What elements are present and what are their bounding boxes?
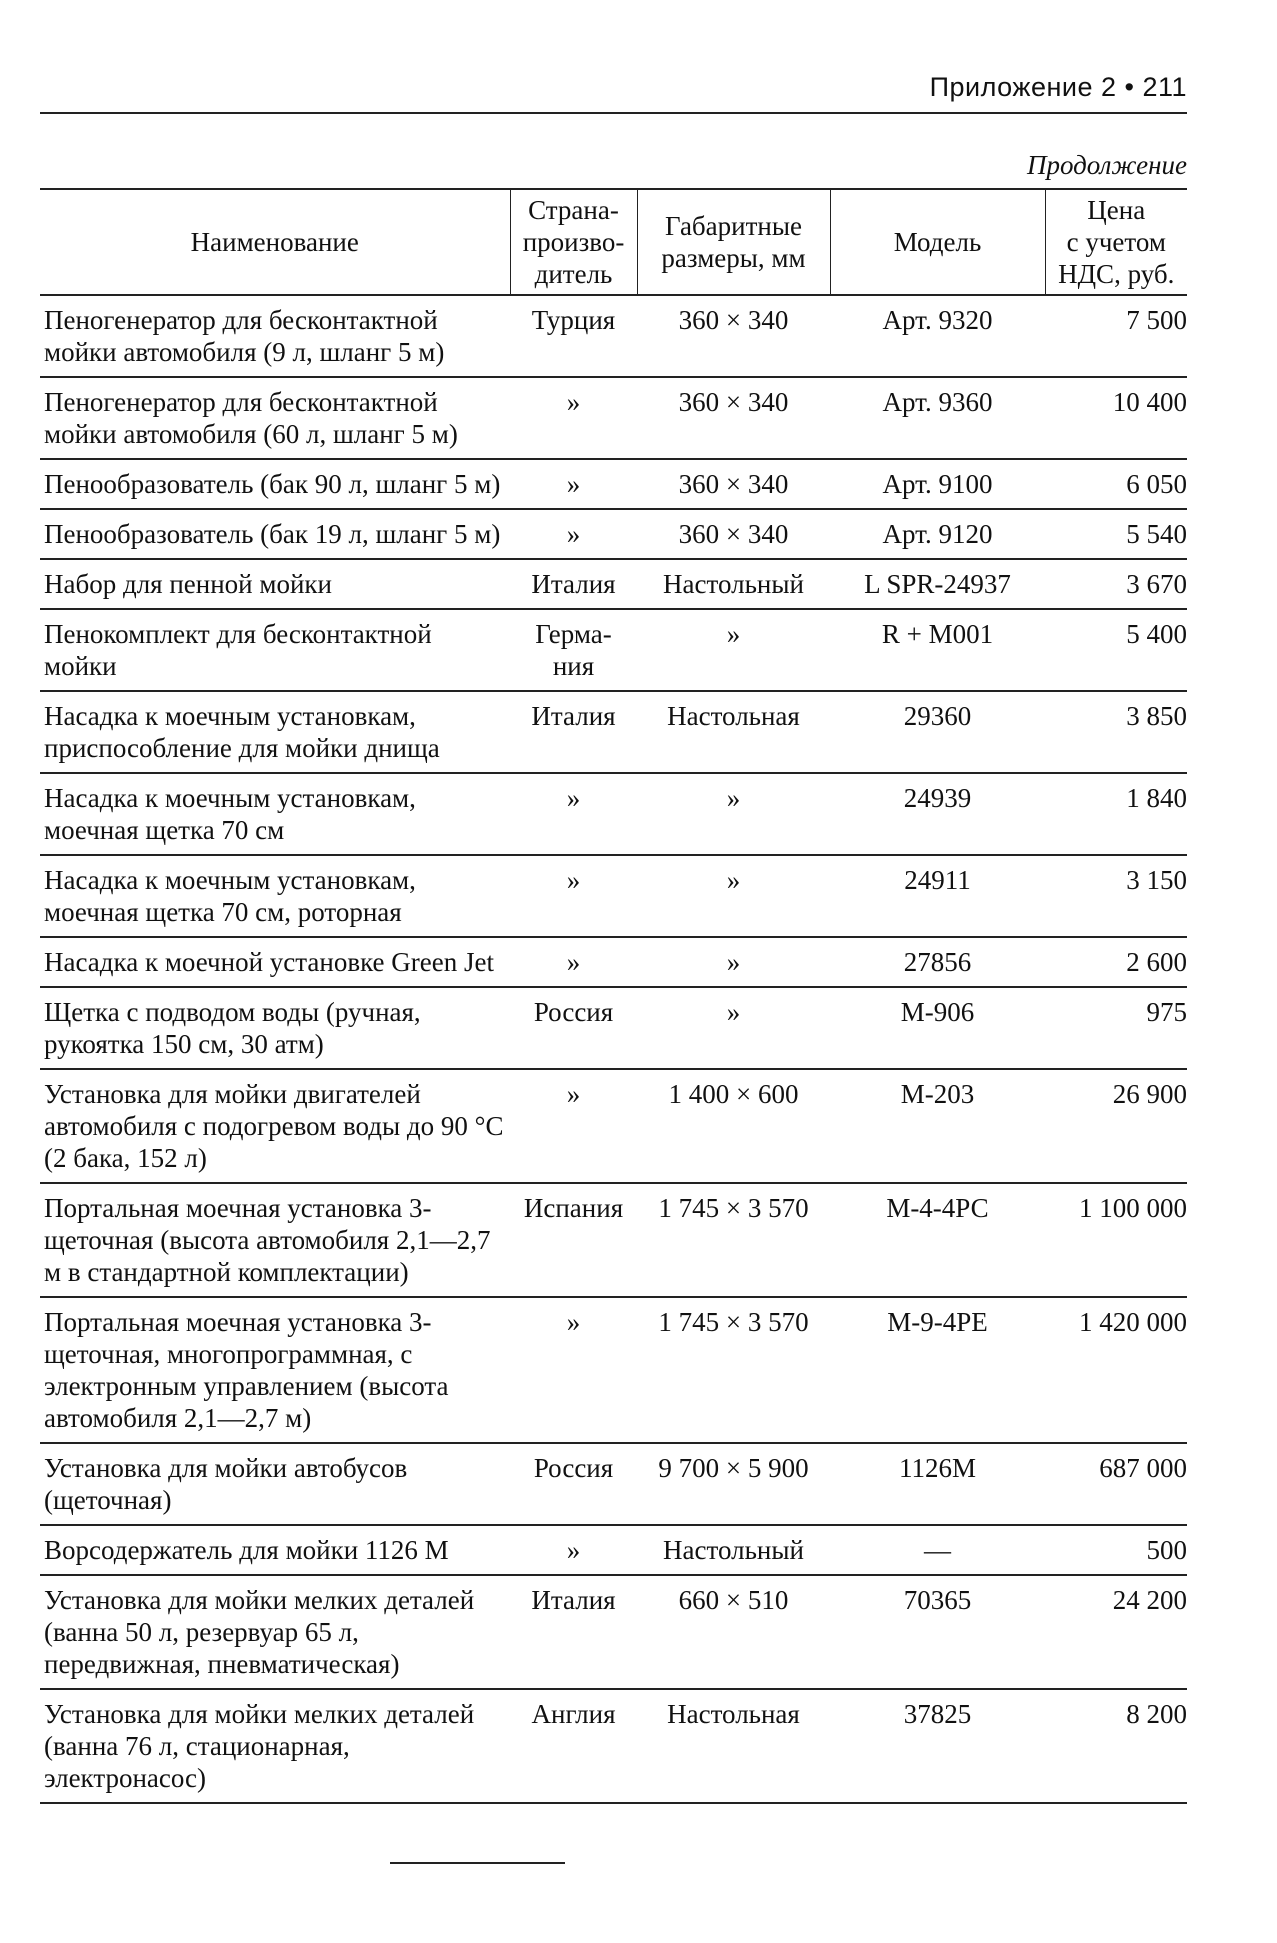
cell-price: 1 840 (1045, 773, 1187, 855)
cell-size: Настольная (637, 1689, 830, 1803)
cell-name: Установка для мойки автобусов (щеточная) (40, 1443, 510, 1525)
cell-country: » (510, 1069, 637, 1183)
table-row (40, 559, 1187, 609)
cell-country: Италия (510, 1575, 637, 1689)
cell-price: 8 200 (1045, 1689, 1187, 1803)
footnote-rule (390, 1862, 565, 1864)
cell-size: 360 × 340 (637, 509, 830, 559)
cell-size: Настольная (637, 691, 830, 773)
table-body (40, 295, 1187, 1803)
cell-size: 360 × 340 (637, 459, 830, 509)
cell-country: Италия (510, 691, 637, 773)
cell-model: Арт. 9360 (830, 377, 1045, 459)
cell-model: Арт. 9320 (830, 295, 1045, 377)
table-row (40, 691, 1187, 773)
cell-size: 660 × 510 (637, 1575, 830, 1689)
table-row (40, 1297, 1187, 1443)
cell-name: Пеногенератор для бесконтактной мойки автомобиля (9 л, шланг 5 м) (40, 295, 510, 377)
cell-price: 10 400 (1045, 377, 1187, 459)
table-header-row (40, 189, 1187, 295)
table-row (40, 459, 1187, 509)
cell-model: 29360 (830, 691, 1045, 773)
cell-country: » (510, 1525, 637, 1575)
cell-name: Набор для пенной мойки (40, 559, 510, 609)
cell-price: 26 900 (1045, 1069, 1187, 1183)
column-header-name: Наименование (40, 189, 510, 295)
cell-country: Россия (510, 987, 637, 1069)
cell-size: » (637, 773, 830, 855)
column-header-price-text: Цена с учетом НДС, руб. (1058, 195, 1175, 289)
table-row (40, 609, 1187, 691)
cell-price: 500 (1045, 1525, 1187, 1575)
table-row (40, 1069, 1187, 1183)
cell-price: 2 600 (1045, 937, 1187, 987)
cell-model: 37825 (830, 1689, 1045, 1803)
cell-country: » (510, 459, 637, 509)
cell-model: — (830, 1525, 1045, 1575)
cell-price: 5 400 (1045, 609, 1187, 691)
cell-country: Турция (510, 295, 637, 377)
table-row (40, 295, 1187, 377)
cell-name: Щетка с подводом воды (ручная, рукоятка 150 см, 30 атм) (40, 987, 510, 1069)
cell-country: Италия (510, 559, 637, 609)
cell-price: 3 670 (1045, 559, 1187, 609)
cell-name: Насадка к моечным установкам, моечная щетка 70 см, роторная (40, 855, 510, 937)
cell-model: 1126М (830, 1443, 1045, 1525)
cell-model: L SPR-24937 (830, 559, 1045, 609)
page-header (40, 72, 1187, 114)
table-row (40, 377, 1187, 459)
column-header-country (510, 189, 637, 295)
cell-size: 360 × 340 (637, 377, 830, 459)
price-table (40, 188, 1187, 1804)
cell-size: 1 745 × 3 570 (637, 1297, 830, 1443)
cell-name: Установка для мойки мелких деталей (ванна 76 л, стационарная, электронасос) (40, 1689, 510, 1803)
cell-country: » (510, 1297, 637, 1443)
cell-name: Пенокомплект для бесконтактной мойки (40, 609, 510, 691)
cell-price: 6 050 (1045, 459, 1187, 509)
cell-model: 24911 (830, 855, 1045, 937)
cell-price: 3 150 (1045, 855, 1187, 937)
table-row (40, 1443, 1187, 1525)
cell-size: » (637, 937, 830, 987)
table-row (40, 937, 1187, 987)
cell-price: 687 000 (1045, 1443, 1187, 1525)
cell-size: 360 × 340 (637, 295, 830, 377)
cell-name: Установка для мойки мелких деталей (ванна 50 л, резервуар 65 л, передвижная, пневматическая) (40, 1575, 510, 1689)
cell-price: 7 500 (1045, 295, 1187, 377)
cell-model: R + M001 (830, 609, 1045, 691)
cell-model: 27856 (830, 937, 1045, 987)
cell-model: М-4-4РС (830, 1183, 1045, 1297)
cell-name: Портальная моечная установка 3-щеточная (высота автомобиля 2,1—2,7 м в стандартной комплектации) (40, 1183, 510, 1297)
cell-name: Насадка к моечной установке Green Jet (40, 937, 510, 987)
cell-model: Арт. 9100 (830, 459, 1045, 509)
table-row (40, 1575, 1187, 1689)
cell-size: Настольный (637, 559, 830, 609)
table-row (40, 987, 1187, 1069)
cell-model: М-203 (830, 1069, 1045, 1183)
table-row (40, 1183, 1187, 1297)
cell-size: 1 745 × 3 570 (637, 1183, 830, 1297)
cell-model: 70365 (830, 1575, 1045, 1689)
cell-country: Герма- ния (510, 609, 637, 691)
cell-price: 3 850 (1045, 691, 1187, 773)
cell-country: Испания (510, 1183, 637, 1297)
cell-model: М-9-4РЕ (830, 1297, 1045, 1443)
table-row (40, 1525, 1187, 1575)
cell-size: Настольный (637, 1525, 830, 1575)
table-row (40, 509, 1187, 559)
cell-country: » (510, 377, 637, 459)
column-header-model: Модель (830, 189, 1045, 295)
table-row (40, 773, 1187, 855)
cell-name: Установка для мойки двигателей автомобиля с подогревом воды до 90 °С (2 бака, 152 л) (40, 1069, 510, 1183)
running-header: Приложение 2 • 211 (929, 72, 1187, 102)
cell-size: » (637, 609, 830, 691)
cell-model: Арт. 9120 (830, 509, 1045, 559)
column-header-price (1045, 189, 1187, 295)
cell-name: Пенообразователь (бак 19 л, шланг 5 м) (40, 509, 510, 559)
cell-country: Англия (510, 1689, 637, 1803)
cell-name: Насадка к моечным установкам, приспособление для мойки днища (40, 691, 510, 773)
column-header-size (637, 189, 830, 295)
cell-price: 1 100 000 (1045, 1183, 1187, 1297)
table-row (40, 1689, 1187, 1803)
cell-size: 1 400 × 600 (637, 1069, 830, 1183)
cell-name: Пеногенератор для бесконтактной мойки автомобиля (60 л, шланг 5 м) (40, 377, 510, 459)
cell-price: 5 540 (1045, 509, 1187, 559)
cell-price: 975 (1045, 987, 1187, 1069)
cell-size: » (637, 987, 830, 1069)
cell-country: » (510, 509, 637, 559)
cell-model: 24939 (830, 773, 1045, 855)
cell-name: Ворсодержатель для мойки 1126 М (40, 1525, 510, 1575)
cell-country: » (510, 855, 637, 937)
cell-model: М-906 (830, 987, 1045, 1069)
cell-country: Россия (510, 1443, 637, 1525)
cell-country: » (510, 937, 637, 987)
cell-country: » (510, 773, 637, 855)
cell-name: Пенообразователь (бак 90 л, шланг 5 м) (40, 459, 510, 509)
cell-price: 1 420 000 (1045, 1297, 1187, 1443)
cell-size: » (637, 855, 830, 937)
table-row (40, 855, 1187, 937)
cell-size: 9 700 × 5 900 (637, 1443, 830, 1525)
cell-name: Портальная моечная установка 3-щеточная, многопрограммная, с электронным управлением (высота автомобиля 2,1—2,7 м) (40, 1297, 510, 1443)
cell-price: 24 200 (1045, 1575, 1187, 1689)
cell-name: Насадка к моечным установкам, моечная щетка 70 см (40, 773, 510, 855)
continuation-label: Продолжение (1026, 150, 1187, 180)
column-header-size-text: Габаритные размеры, мм (661, 211, 806, 273)
column-header-country-text: Страна- произво- дитель (522, 195, 625, 289)
